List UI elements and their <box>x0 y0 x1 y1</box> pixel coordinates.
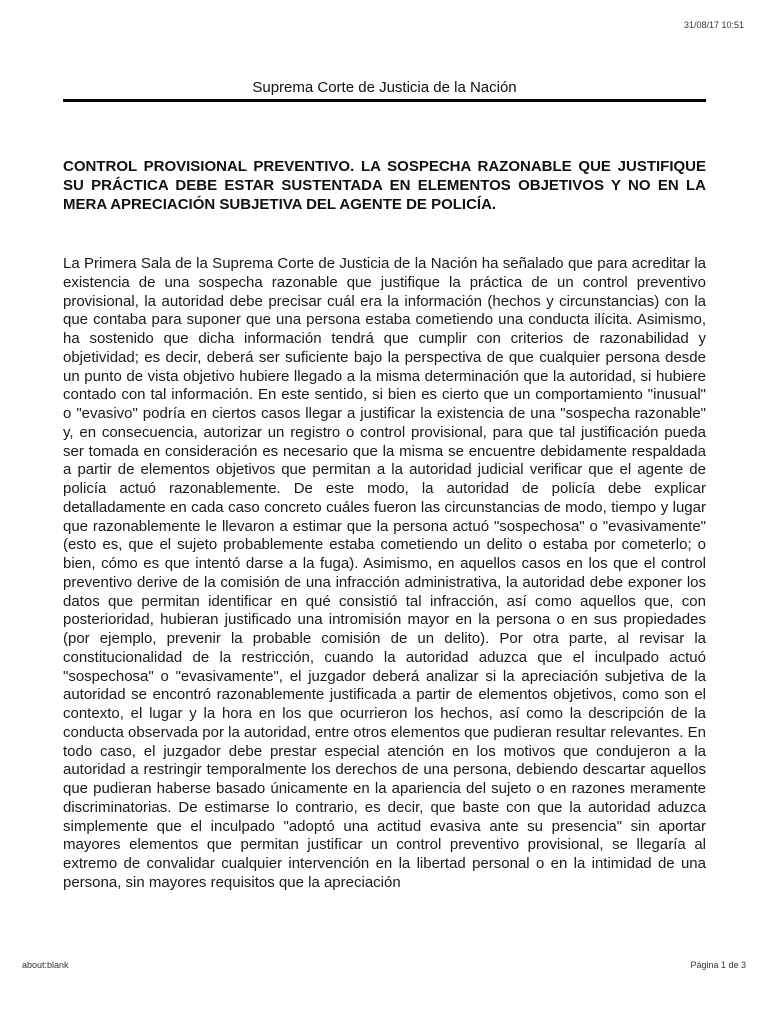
header-divider <box>63 99 706 102</box>
page-header: Suprema Corte de Justicia de la Nación <box>252 79 517 96</box>
print-url: about:blank <box>22 960 69 970</box>
thesis-body: La Primera Sala de la Suprema Corte de Justicia de la Nación ha señalado que para acreditar la existencia de una sospecha razonable que justifique la práctica de un control preventivo provisional, la autoridad debe precisar cuál era la información (hechos y circunstancias) con la que contaba para suponer que una persona estaba cometiendo una conducta ilícita. Asimismo, ha sostenido que dicha información tendrá que cumplir con criterios de razonabilidad y objetividad; es decir, deberá ser suficiente bajo la perspectiva de que cualquier persona desde un punto de vista objetivo hubiere llegado a la misma determinación que la autoridad, si hubiere contado con tal información. En este sentido, si bien es cierto que un comportamiento "inusual" o "evasivo" podría en ciertos casos llegar a justificar la existencia de una "sospecha razonable" y, en consecuencia, autorizar un registro o control provisional, para que tal justificación pueda ser tomada en consideración es necesario que la misma se encuentre debidamente respaldada a partir de elementos objetivos que permitan a la autoridad judicial verificar que el agente de policía actuó razonablemente. De este modo, la autoridad de policía debe explicar detalladamente en cada caso concreto cuáles fueron las circunstancias de modo, tiempo y lugar que razonablemente le llevaron a estimar que la persona actuó "sospechosa" o "evasivamente" (esto es, que el sujeto probablemente estaba cometiendo un delito o estaba por cometerlo; o bien, cómo es que intentó darse a la fuga). Asimismo, en aquellos casos en los que el control preventivo derive de la comisión de una infracción administrativa, la autoridad debe exponer los datos que permitan identificar en qué consistió tal infracción, así como aquellos que, con posterioridad, hubieran justificado una intromisión mayor en la persona o en sus propiedades (por ejemplo, prevenir la probable comisión de un delito). Por otra parte, al revisar la constitucionalidad de la restricción, cuando la autoridad aduzca que el inculpado actuó "sospechosa" o "evasivamente", el juzgador deberá analizar si la apreciación subjetiva de la autoridad se encontró razonablemente justificada a partir de elementos objetivos, como son el contexto, el lugar y la hora en los que ocurrieron los hechos, así como la descripción de la conducta observada por la autoridad, entre otros elementos que pudieran resultar relevantes. En todo caso, el juzgador debe prestar especial atención en los motivos que condujeron a la autoridad a restringir temporalmente los derechos de una persona, debiendo descartar aquellos que pudieran haberse basado únicamente en la apariencia del sujeto o en razones meramente discriminatorias. De estimarse lo contrario, es decir, que baste con que la autoridad aduzca simplemente que el inculpado "adoptó una actitud evasiva ante su presencia" sin aportar mayores elementos que permitan justificar un control preventivo provisional, se llegaría al extremo de convalidar cualquier intervención en la libertad personal o en la intimidad de una persona, sin mayores requisitos que la apreciación <box>63 255 706 891</box>
print-datetime: 31/08/17 10:51 <box>683 20 744 30</box>
thesis-title: CONTROL PROVISIONAL PREVENTIVO. LA SOSPECHA RAZONABLE QUE JUSTIFIQUE SU PRÁCTICA DEBE ESTAR SUSTENTADA EN ELEMENTOS OBJETIVOS Y NO EN LA MERA APRECIACIÓN SUBJETIVA DEL AGENTE DE POLICÍA. <box>63 158 706 213</box>
page-number: Página 1 de 3 <box>690 960 746 970</box>
